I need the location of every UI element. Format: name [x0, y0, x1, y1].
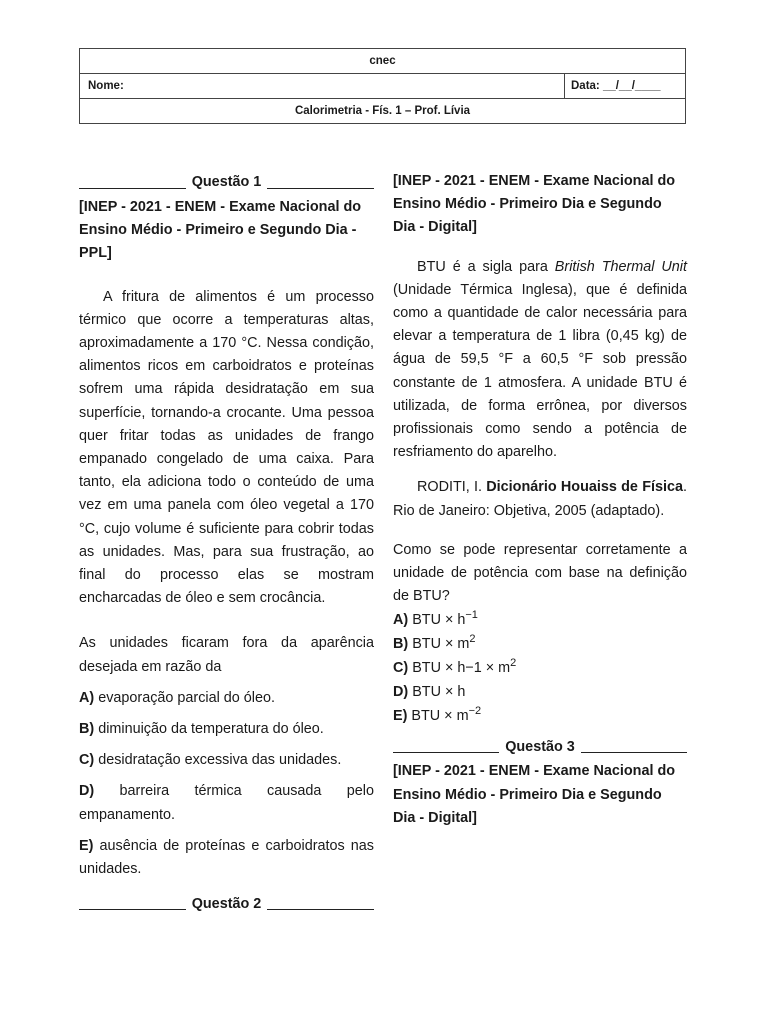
question-2-text: [393, 256, 687, 465]
q2-option-a[interactable]: [393, 608, 687, 632]
question-1-heading: [79, 170, 374, 196]
option-letter: D): [79, 783, 95, 800]
heading-rule-left: [79, 188, 186, 189]
right-column: [393, 170, 687, 830]
question-1-prompt: As unidades ficaram fora da aparência desejada em razão da: [79, 635, 374, 675]
option-text: BTU × m: [411, 708, 469, 725]
option-letter: A): [393, 612, 409, 629]
question-2-title: Questão 2: [191, 895, 262, 912]
option-text: BTU × h−1 × m: [412, 660, 511, 677]
heading-rule-right: [267, 188, 374, 189]
q1-option-c[interactable]: [79, 749, 374, 772]
option-exponent: −1: [465, 609, 478, 622]
q1-option-d[interactable]: [79, 780, 374, 826]
option-letter: E): [393, 708, 408, 725]
ref-author: RODITI, I.: [417, 479, 487, 496]
header-name-row: [80, 73, 685, 98]
q2-option-d[interactable]: [393, 680, 687, 704]
text-part: BTU é a sigla para: [417, 258, 555, 275]
option-letter: B): [393, 636, 409, 653]
question-1-source: [INEP - 2021 - ENEM - Exame Nacional do Ensino Médio - Primeiro e Segundo Dia - PPL]: [79, 199, 362, 262]
date-label: Data: __/__/____: [571, 80, 661, 92]
option-exponent: 2: [510, 657, 517, 670]
heading-rule-left: [79, 909, 186, 910]
option-letter: C): [79, 752, 95, 769]
heading-rule-left: [393, 752, 499, 753]
option-letter: D): [393, 684, 409, 701]
option-text: desidratação excessiva das unidades.: [98, 752, 342, 769]
left-column: [79, 170, 374, 917]
question-3-source: [INEP - 2021 - ENEM - Exame Nacional do Ensino Médio - Primeiro Dia e Segundo Dia - Digital]: [393, 763, 676, 826]
option-letter: C): [393, 660, 409, 677]
option-text: ausência de proteínas e carboidratos nas unidades.: [79, 837, 375, 878]
option-letter: B): [79, 721, 95, 738]
option-text: BTU × h: [412, 612, 466, 629]
q2-option-c[interactable]: [393, 656, 687, 680]
question-1-title: Questão 1: [191, 174, 262, 191]
heading-rule-right: [581, 752, 687, 753]
heading-rule-right: [267, 909, 374, 910]
q2-option-b[interactable]: [393, 632, 687, 656]
q1-option-b[interactable]: [79, 718, 374, 741]
question-2-reference: [393, 476, 687, 522]
option-text: BTU × m: [412, 636, 470, 653]
question-1-text: A fritura de alimentos é um processo térmico que ocorre a temperaturas altas, aproximadamente a 170 °C. Nessa condição, alimentos ricos em carboidratos e proteínas sofrem uma rápida desidratação em sua superfície, tornando-a crocante. Uma pessoa quer fritar todas as unidades de frango empanado congelado de uma caixa. Para tanto, ela adiciona todo o conteúdo de uma vez em uma panela com óleo vegetal a 170 °C, cujo volume é suficiente para cobrir todas as unidades. Mas, para sua frustração, ao final do processo elas se mostram encharcadas de óleo e sem crocância.: [79, 288, 374, 607]
option-exponent: 2: [469, 633, 476, 646]
q1-option-e[interactable]: [79, 835, 374, 881]
option-text: BTU × h: [412, 684, 466, 701]
option-exponent: −2: [468, 705, 482, 718]
q2-option-e[interactable]: [393, 704, 687, 728]
text-part: (Unidade Térmica Inglesa), que é definida como a quantidade de calor necessária para elevar a temperatura de 1 libra (0,45 kg) de água de 59,5 °F a 60,5 °F sob pressão constante de 1 atmosfera. A unidade BTU é utilizada, de forma errônea, por diversos profissionais como sendo a potência de resfriamento do aparelho.: [393, 281, 687, 461]
q1-option-a[interactable]: [79, 687, 374, 710]
question-2-prompt: Como se pode representar corretamente a unidade de potência com base na definição de BTU?: [393, 541, 687, 605]
header-subject-row: [80, 98, 685, 123]
option-text: diminuição da temperatura do óleo.: [98, 721, 324, 738]
subject-title: Calorimetria - Fís. 1 – Prof. Lívia: [294, 105, 471, 117]
question-2-heading: [79, 891, 374, 917]
question-2-source: [INEP - 2021 - ENEM - Exame Nacional do Ensino Médio - Primeiro Dia e Segundo Dia - Digital]: [393, 173, 676, 236]
question-3-heading: [393, 734, 687, 760]
school-name: cnec: [369, 55, 396, 67]
option-letter: A): [79, 689, 95, 706]
date-field[interactable]: [565, 74, 685, 98]
header-school-row: [80, 49, 685, 73]
text-italic: British Thermal Unit: [554, 258, 687, 275]
header-table: [79, 48, 686, 124]
ref-publisher: . Rio de Janeiro: Objetiva, 2005 (adaptado).: [393, 479, 687, 519]
option-letter: E): [79, 837, 94, 854]
name-field[interactable]: [80, 74, 565, 98]
question-3-title: Questão 3: [505, 738, 575, 755]
option-text: barreira térmica causada pelo empanamento.: [79, 783, 374, 823]
option-text: evaporação parcial do óleo.: [98, 689, 275, 706]
ref-title: Dicionário Houaiss de Física: [486, 479, 683, 496]
name-label: Nome:: [88, 80, 124, 92]
